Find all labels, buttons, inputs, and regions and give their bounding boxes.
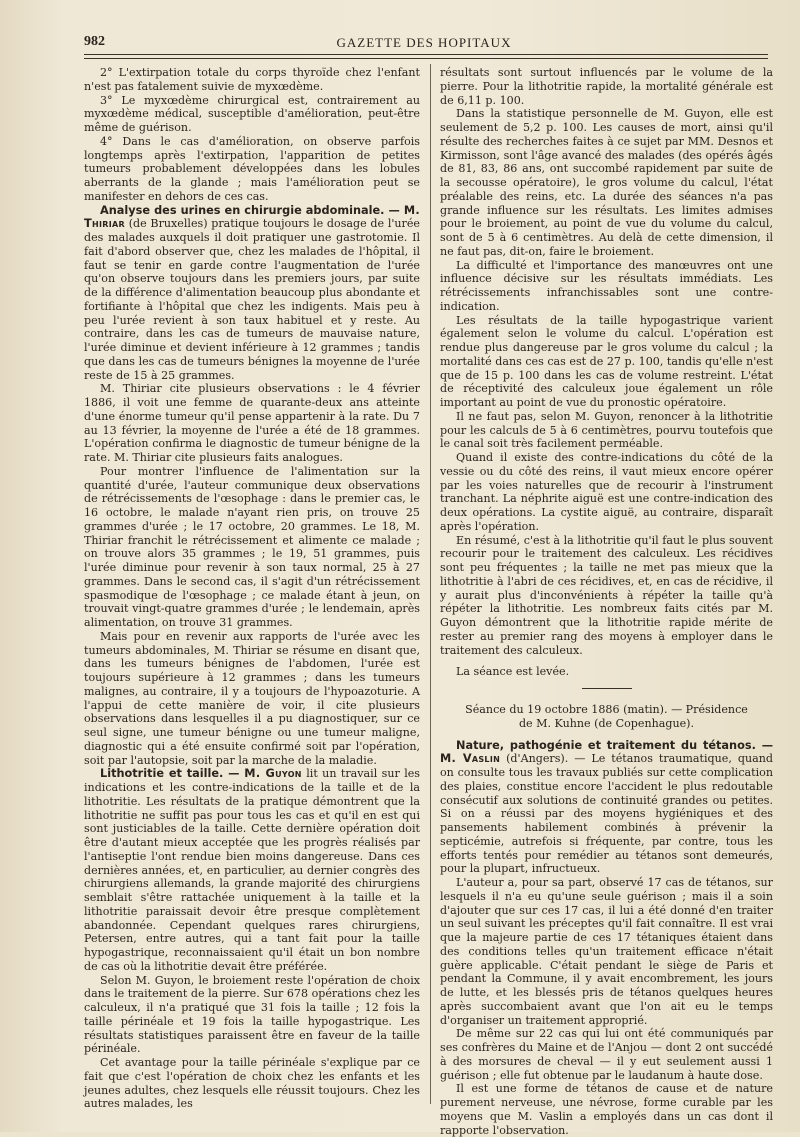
paragraph: Pour montrer l'influence de l'alimentation sur la quantité d'urée, l'auteur communique deux observations de rétrécissements de l'œsophage : dans le premier cas, le 16 octobre, le malade n'ayant rien pris, on trouve 25 grammes d'urée ; le 17 octobre, 20 grammes. Le 18, M. Thiriar franchit le rétrécissement et alimente ce malade ; on trouve alors 35 grammes ; le 19, 51 grammes, puis l'urée diminue pour revenir à son taux normal, 25 à 27 grammes. Dans le second cas, il s'agit d'un rétrécissement spasmodique de l'œsophage ; ce malade étant à jeun, on trouvait vingt-quatre grammes d'urée ; le lendemain, après alimentation, on trouve 31 grammes. bbox=[84, 464, 420, 629]
paragraph: Il est une forme de tétanos de cause et de nature purement nerveuse, une névrose, forme curable par les moyens que M. Vaslin a employés dans un cas dont il rapporte l'observation. bbox=[440, 1082, 773, 1137]
spacer bbox=[440, 657, 773, 665]
section-heading: Nature, pathogénie et traitement du tétanos. — bbox=[456, 738, 773, 752]
author-name: M. Vaslin bbox=[440, 752, 501, 766]
paragraph: M. Thiriar cite plusieurs observations : le 4 février 1886, il voit une femme de quarante-deux ans atteinte d'une énorme tumeur qu'il pense appartenir à la rate. Du 7 au 13 février, la moyenne de l'urée a été de 18 grammes. L'opération confirma le diagnostic de tumeur bénigne de la rate. M. Thiriar cite plusieurs faits analogues. bbox=[84, 382, 420, 464]
section-rule bbox=[582, 688, 632, 689]
session-date: Séance du 19 octobre 1886 (matin). — Présidence bbox=[465, 703, 748, 716]
header-rule-double bbox=[84, 58, 768, 59]
paragraph: 2° L'extirpation totale du corps thyroïde chez l'enfant n'est pas fatalement suivie de myxœdème. bbox=[84, 66, 420, 93]
spacer bbox=[440, 731, 773, 739]
paragraph-text: (de Bruxelles) pratique toujours le dosage de l'urée des malades auxquels il doit pratiquer une gastrotomie. Il fait d'abord observer que, chez les malades de l'hôpital, il faut se tenir en garde contre l'augmentation de l'urée qu'on observe toujours dans les premiers jours, par suite de la différence d'alimentation beaucoup plus abondante et fortifiante à l'hôpital que chez les indigents. Mais peu à peu l'urée revient à son taux habituel et y reste. Au contraire, dans les cas de tumeurs de mauvaise nature, l'urée diminue et devient inférieure à 12 grammes ; tandis que dans les cas de tumeurs bénignes la moyenne de l'urée reste de 15 à 25 grammes. bbox=[84, 217, 420, 382]
paragraph: résultats sont surtout influencés par le volume de la pierre. Pour la lithotritie rapide, la mortalité générale est de 6,11 p. 100. bbox=[440, 66, 773, 107]
paragraph: La difficulté et l'importance des manœuvres ont une influence décisive sur les résultats immédiats. Les rétrécissements infranchissables sont une contre-indication. bbox=[440, 258, 773, 313]
left-column bbox=[84, 66, 420, 1111]
paragraph: Dans la statistique personnelle de M. Guyon, elle est seulement de 5,2 p. 100. Les causes de mort, ainsi qu'il résulte des recherches faites à ce sujet par MM. Desnos et Kirmisson, sont l'âge avancé des malades (des opérés âgés de 81, 83, 86 ans, ont succombé rapidement par suite de la secousse opératoire), le gros volume du calcul, l'état préalable des reins, etc. La durée des séances n'a pas grande influence sur les résultats. Les limites admises pour le broiement, au point de vue du volume du calcul, sont de 5 à 6 centimètres. Au delà de cette dimension, il ne faut pas, dit-on, faire le broiement. bbox=[440, 107, 773, 258]
paragraph: La séance est levée. bbox=[456, 665, 570, 679]
author-name: M. Thiriar bbox=[84, 203, 420, 231]
paragraph: Il ne faut pas, selon M. Guyon, renoncer à la lithotritie pour les calculs de 5 à 6 centimètres, pourvu toutefois que le canal soit très facilement perméable. bbox=[440, 409, 773, 451]
session-heading bbox=[440, 703, 773, 731]
section-paragraph bbox=[84, 767, 420, 973]
section-heading: Lithotritie et taille. — bbox=[100, 767, 245, 781]
paragraph: Mais pour en revenir aux rapports de l'urée avec les tumeurs abdominales, M. Thiriar se résume en disant que, dans les tumeurs bénignes de l'abdomen, l'urée est toujours supérieure à 12 grammes ; dans les tumeurs malignes, au contraire, il y a toujours de l'hypoazoturie. A l'appui de cette manière de voir, il cite plusieurs observations dans lesquelles il a pu diagnostiquer, sur ce seul signe, une tumeur bénigne ou une tumeur maligne, diagnostic qui a été ensuite confirmé soit par l'opération, soit par l'autopsie, soit par la marche de la maladie. bbox=[84, 629, 420, 767]
paragraph: L'auteur a, pour sa part, observé 17 cas de tétanos, sur lesquels il n'a eu qu'une seule guérison ; mais il a soin d'ajouter que sur ces 17 cas, il lui a été donné d'en traiter un seul suivant les préceptes qu'il fait connaître. Il est vrai que la majeure partie de ces 17 tétaniques étaient dans des conditions telles qu'un traitement efficace n'était guère applicable. C'était pendant le siège de Paris et pendant la Commune, il y avait encombrement, les jours de lutte, et les blessés pris de tétanos quelques heures après succombaient avant que l'on ait eu le temps d'organiser un traitement approprié. bbox=[440, 876, 773, 1027]
section-paragraph bbox=[440, 739, 773, 877]
paragraph: 4° Dans le cas d'amélioration, on observe parfois longtemps après l'extirpation, l'apparition de petites tumeurs probablement développées dans les lobules aberrants de la glande ; mais l'amélioration peut se manifester en dehors de ces cas. bbox=[84, 134, 420, 203]
paragraph-text: (d'Angers). — Le tétanos traumatique, quand on consulte tous les travaux publiés sur cette complication des plaies, constitue encore l'accident le plus redoutable consécutif aux solutions de continuité grandes ou petites. Si on a réussi par des moyens hygiéniques et des pansements habilement combinés à prévenir la septicémie, autrefois si fréquente, par contre, tous les efforts tentés pour remédier au tétanos sont demeurés, pour la plupart, infructueux. bbox=[440, 752, 773, 876]
paragraph: En résumé, c'est à la lithotritie qu'il faut le plus souvent recourir pour le traitement des calculeux. Les récidives sont peu fréquentes ; la taille ne met pas mieux que la lithotritie à l'abri de ces récidives, et, en cas de récidive, il y aurait plus d'inconvénients à répéter la taille qu'à répéter la lithotritie. Les nombreux faits cités par M. Guyon démontrent que la lithotritie rapide mérite de rester au premier rang des moyens à employer dans le traitement des calculeux. bbox=[440, 533, 773, 657]
paragraph: Selon M. Guyon, le broiement reste l'opération de choix dans le traitement de la pierre. Sur 678 opérations chez les calculeux, il n'a pratiqué que 31 fois la taille ; 12 fois la taille périnéale et 19 fois la taille hypogastrique. Les résultats statistiques paraissent être en faveur de la taille périnéale. bbox=[84, 973, 420, 1056]
paragraph-text: lit un travail sur les indications et les contre-indications de la taille et de la lithotritie. Les résultats de la pratique démontrent que la lithotritie ne suffit pas pour tous les cas et qu'il en est qui sont justiciables de la taille. Cette dernière opération doit être d'autant mieux acceptée que les progrès réalisés par l'antiseptie l'ont rendue bien moins dangereuse. Dans ces dernières années, et, en particulier, au dernier congrès des chirurgiens allemands, la grande majorité des chirurgiens semblait s'être rattachée uniquement à la taille et la lithotritie paraissait devoir être presque complètement abandonnée. Cependant quelques rares chirurgiens, Petersen, entre autres, qui a tant fait pour la taille hypogastrique, reconnaissaient qu'il était un bon nombre de cas où la lithotritie devait être préférée. bbox=[84, 767, 421, 973]
section-paragraph bbox=[84, 204, 420, 383]
journal-title: GAZETTE DES HOPITAUX bbox=[336, 35, 512, 50]
page-header bbox=[80, 30, 768, 54]
paragraph: Cet avantage pour la taille périnéale s'explique par ce fait que c'est l'opération de choix chez les enfants et les jeunes adultes, chez lesquels elle réussit toujours. Chez les autres malades, les bbox=[84, 1056, 420, 1111]
page-number: 982 bbox=[84, 34, 105, 49]
header-rule bbox=[84, 54, 768, 55]
right-column bbox=[440, 66, 773, 1137]
column-divider bbox=[430, 64, 431, 1104]
paragraph: 3° Le myxœdème chirurgical est, contrairement au myxœdème médical, susceptible d'amélioration, peut-être même de guérison. bbox=[84, 93, 420, 134]
author-name: M. Guyon bbox=[244, 767, 302, 781]
section-heading: Analyse des urines en chirurgie abdominale. — bbox=[100, 203, 404, 217]
paragraph: Quand il existe des contre-indications du côté de la vessie ou du côté des reins, il vaut mieux encore opérer par les voies naturelles que de recourir à l'instrument tranchant. La néphrite aiguë est une contre-indication des deux opérations. La cystite aiguë, au contraire, disparaît après l'opération. bbox=[440, 451, 773, 533]
session-president: de M. Kuhne (de Copenhague). bbox=[518, 716, 695, 730]
paragraph: Les résultats de la taille hypogastrique varient également selon le volume du calcul. L'opération est rendue plus dangereuse par le gros volume du calcul ; la mortalité dans ces cas est de 27 p. 100, tandis qu'elle n'est que de 15 p. 100 dans les cas de volume restreint. L'état de réceptivité des calculeux joue également un rôle important au point de vue du pronostic opératoire. bbox=[440, 313, 773, 409]
paragraph: De même sur 22 cas qui lui ont été communiqués par ses confrères du Maine et de l'Anjou — dont 2 ont succédé à des morsures de cheval — il y eut seulement aussi 1 guérison ; elle fut obtenue par le laudanum à haute dose. bbox=[440, 1027, 773, 1082]
